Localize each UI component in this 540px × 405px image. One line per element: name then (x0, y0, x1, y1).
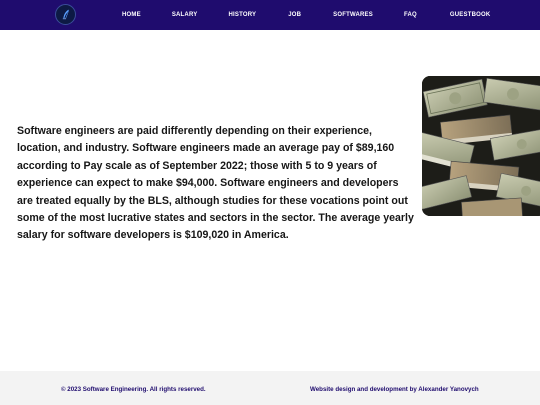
nav-link-softwares[interactable]: SOFTWARES (333, 12, 373, 18)
top-navbar (0, 0, 540, 30)
nav-link-salary[interactable]: SALARY (171, 12, 198, 18)
nav-link-job[interactable]: JOB (288, 12, 302, 18)
site-footer (0, 371, 540, 405)
design-credit-link[interactable]: Website design and development by Alexander Yanovych (310, 386, 479, 393)
money-stacks-illustration (422, 76, 540, 216)
main-navigation (122, 0, 490, 30)
nav-link-guestbook[interactable]: GUESTBOOK (449, 12, 491, 18)
nav-link-faq[interactable]: FAQ (403, 12, 417, 18)
money-stacks-image (422, 76, 540, 216)
site-logo[interactable] (55, 4, 76, 25)
main-content (0, 30, 540, 371)
nav-link-history[interactable]: HISTORY (228, 12, 257, 18)
copyright-text: © 2023 Software Engineering. All rights reserved. (61, 386, 206, 393)
salary-paragraph: Software engineers are paid differently depending on their experience, location, and industry. Software engineers made an average pay of $89,160 according to Pay scale as of September 2022; those with 5 to 9 years of experience can expect to make $94,000. Software engineers and developers are treated equally by the BLS, although studies for these vocations point out some of the most lucrative states and sectors in the sector. The average yearly salary for software developers is $109,020 in America. (17, 125, 414, 242)
nav-link-home[interactable]: HOME (122, 12, 141, 18)
quill-pen-icon (59, 8, 72, 21)
